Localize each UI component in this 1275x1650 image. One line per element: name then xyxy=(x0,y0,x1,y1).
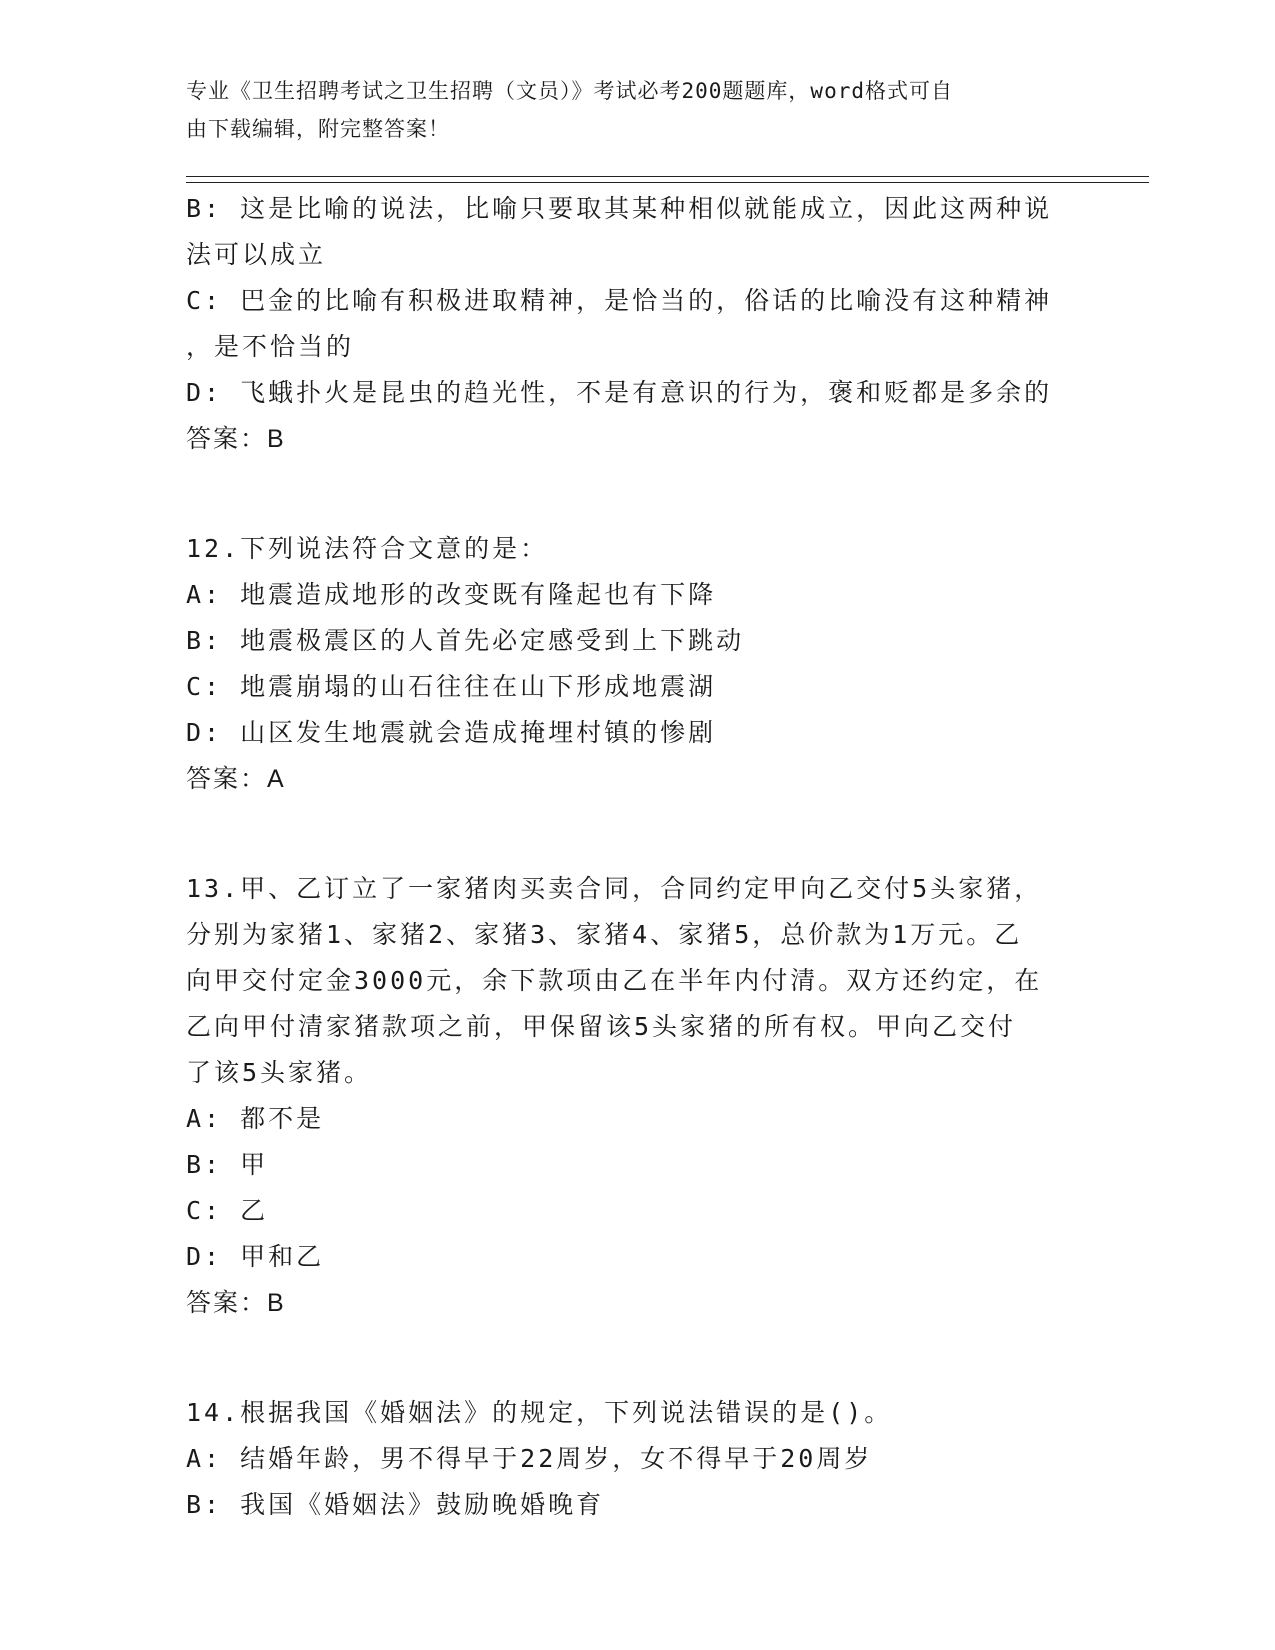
header-divider-thick xyxy=(186,182,1149,183)
option-b: B: 我国《婚姻法》鼓励晚婚晚育 xyxy=(186,1490,605,1519)
option-b-line-1: B: 这是比喻的说法，比喻只要取其某种相似就能成立，因此这两种说 xyxy=(186,194,1053,223)
question-stem: 12.下列说法符合文意的是： xyxy=(186,534,549,563)
option-d: D: 甲和乙 xyxy=(186,1242,325,1271)
question-14 xyxy=(186,1390,1086,1528)
option-b-line-2: 法可以成立 xyxy=(186,240,327,269)
question-spacer xyxy=(186,1326,1086,1390)
option-c-line-2: ，是不恰当的 xyxy=(186,332,355,361)
question-stem: 14.根据我国《婚姻法》的规定，下列说法错误的是()。 xyxy=(186,1398,893,1427)
option-c-line-1: C: 巴金的比喻有积极进取精神，是恰当的，俗话的比喻没有这种精神 xyxy=(186,286,1053,315)
option-c: C: 乙 xyxy=(186,1196,269,1225)
question-stem-line-5: 了该5头家猪。 xyxy=(186,1058,373,1087)
option-d: D: 飞蛾扑火是昆虫的趋光性，不是有意识的行为，褒和贬都是多余的 xyxy=(186,378,1053,407)
header-line-1: 专业《卫生招聘考试之卫生招聘（文员）》考试必考200题题库，word格式可自 xyxy=(186,79,953,103)
option-c: C: 地震崩塌的山石往往在山下形成地震湖 xyxy=(186,672,717,701)
option-a: A: 都不是 xyxy=(186,1104,325,1133)
option-a: A: 结婚年龄，男不得早于22周岁，女不得早于20周岁 xyxy=(186,1444,873,1473)
header-line-2: 由下载编辑，附完整答案！ xyxy=(186,117,450,141)
question-spacer xyxy=(186,802,1086,866)
option-a: A: 地震造成地形的改变既有隆起也有下降 xyxy=(186,580,717,609)
answer: 答案：A xyxy=(186,765,286,793)
question-list xyxy=(186,186,1086,1528)
question-stem-line-4: 乙向甲付清家猪款项之前，甲保留该5头家猪的所有权。甲向乙交付 xyxy=(186,1012,1017,1041)
answer: 答案：B xyxy=(186,1289,286,1317)
answer: 答案：B xyxy=(186,425,286,453)
option-b: B: 甲 xyxy=(186,1150,269,1179)
question-11-continued xyxy=(186,186,1086,462)
header-divider-thin xyxy=(186,176,1149,177)
question-stem-line-3: 向甲交付定金3000元，余下款项由乙在半年内付清。双方还约定，在 xyxy=(186,966,1043,995)
document-header xyxy=(186,72,1066,148)
question-12 xyxy=(186,526,1086,802)
option-b: B: 地震极震区的人首先必定感受到上下跳动 xyxy=(186,626,745,655)
option-d: D: 山区发生地震就会造成掩埋村镇的惨剧 xyxy=(186,718,717,747)
question-spacer xyxy=(186,462,1086,526)
question-stem-line-2: 分别为家猪1、家猪2、家猪3、家猪4、家猪5，总价款为1万元。乙 xyxy=(186,920,1023,949)
question-stem-line-1: 13.甲、乙订立了一家猪肉买卖合同，合同约定甲向乙交付5头家猪， xyxy=(186,874,1043,903)
question-13 xyxy=(186,866,1086,1326)
